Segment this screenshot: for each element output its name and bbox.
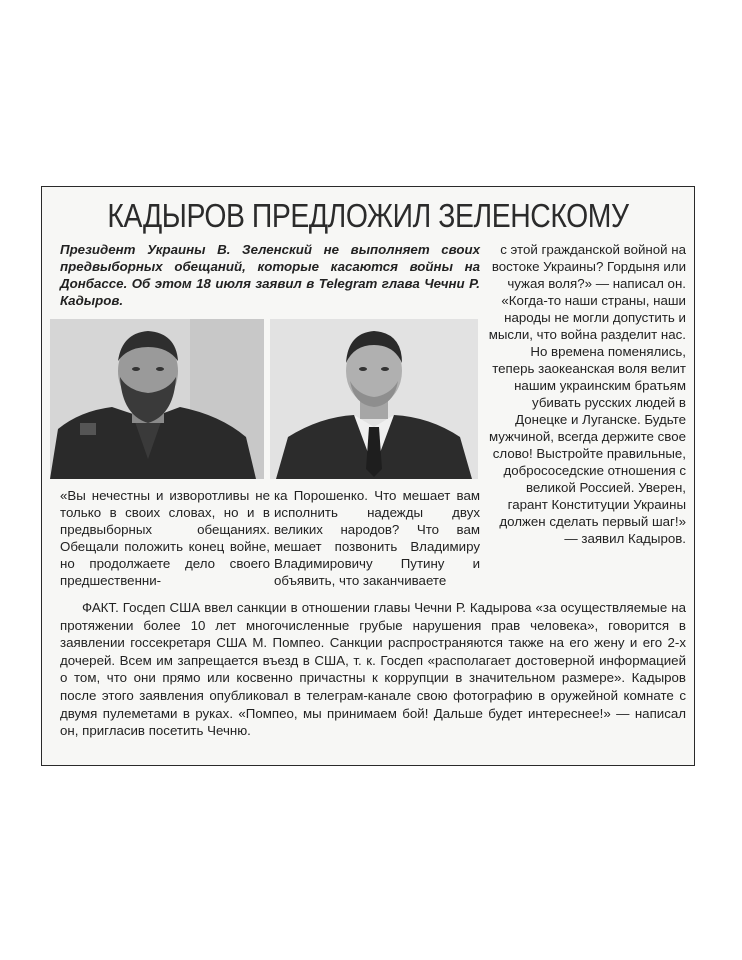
fact-text: ФАКТ. Госдеп США ввел санкции в отношении главы Чечни Р. Кадырова «за осуществляемые на протяжении более 10 лет многочисленные грубые нарушения прав человека», говорится в заявлении госсекретаря США М. Помпео. Санкции распространяются также на его жену и его 2-х дочерей. Всем им запрещается въезд в США, т. к. Госдеп «располагает достоверной информацией о том, что они прямо или косвенно причастны к коррупции в значительном размере». Кадыров после этого заявления опубликовал в телеграм-канале свою фотографию в оружейной комнате с двумя пулеметами в руках. «Помпео, мы принимаем бой! Дальше будет интереснее!» — написал он, пригласив посетить Чечню. [60, 600, 686, 739]
kadyrov-photo [50, 319, 264, 479]
kadyrov-portrait-image [50, 319, 264, 479]
article-column-1: «Вы нечестны и изворотливы не только в своих словах, но и в предвыборных обещаниях. Обещали положить конец войне, но продолжаете дело своего предшественни- [60, 488, 270, 588]
article-headline: КАДЫРОВ ПРЕДЛОЖИЛ ЗЕЛЕНСКОМУ [107, 197, 629, 234]
zelensky-portrait-image [270, 319, 478, 479]
newspaper-clipping [41, 186, 695, 766]
article-column-right: с этой гражданской войной на востоке Украины? Гордыня или чужая воля?» — написал он. «Когда-то наши страны, наши народы не могли допустить и мысли, что война разделит нас. Но времена поменялись, теперь заокеанская воля велит нашим украинским братьям убивать русских людей в Донецке и Луганске. Будьте мужчиной, всегда держите свое слово! Выстройте правильные, добрососедские отношения с великой Россией. Уверен, гарант Конституции Украины должен сделать первый шаг!» — заявил Кадыров. [488, 242, 686, 546]
zelensky-photo [270, 319, 478, 479]
fact-paragraph [60, 599, 686, 740]
article-column-2: ка Порошенко. Что мешает вам исполнить надежды двух великих народов? Что вам мешает позвонить Владимиру Владимировичу Путину и объявить, что заканчиваете [274, 488, 480, 588]
article-lead: Президент Украины В. Зеленский не выполняет своих предвыборных обещаний, которые касаются войны на Донбассе. Об этом 18 июля заявил в Telegram глава Чечни Р. Кадыров. [60, 242, 480, 308]
